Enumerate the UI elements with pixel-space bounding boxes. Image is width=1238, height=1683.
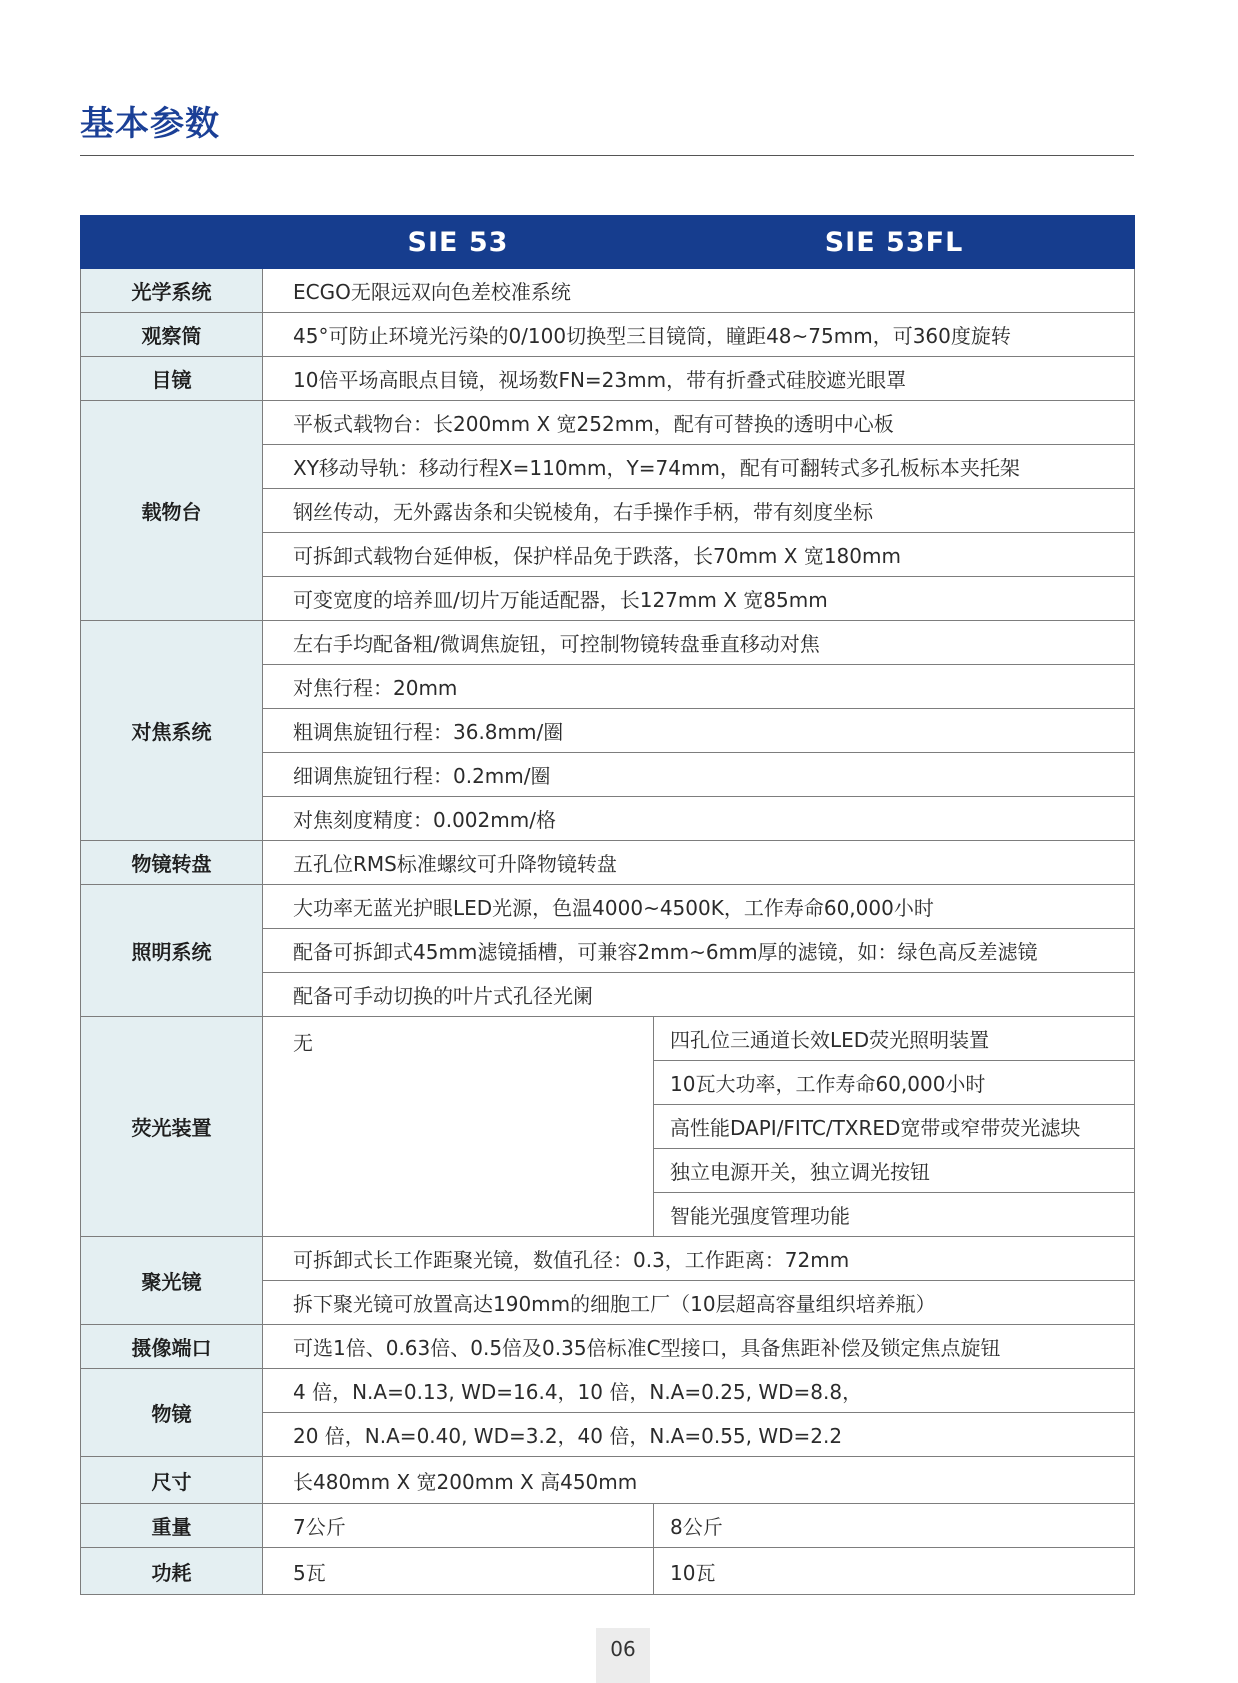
row-value: 可选1倍、0.63倍、0.5倍及0.35倍标准C型接口，具备焦距补偿及锁定焦点旋钮	[263, 1325, 1135, 1369]
page-number: 06	[596, 1628, 650, 1683]
row-value: 4 倍，N.A=0.13, WD=16.4，10 倍，N.A=0.25, WD=8.8，	[263, 1369, 1135, 1413]
table-row	[81, 885, 1135, 929]
table-header-row	[81, 216, 1135, 269]
row-label: 摄像端口	[81, 1325, 263, 1369]
row-value: 可变宽度的培养皿/切片万能适配器，长127mm X 宽85mm	[263, 577, 1135, 621]
table-row	[81, 841, 1135, 885]
table-row	[81, 357, 1135, 401]
page-title: 基本参数	[80, 104, 220, 144]
row-label: 聚光镜	[81, 1237, 263, 1325]
row-value: 五孔位RMS标准螺纹可升降物镜转盘	[263, 841, 1135, 885]
table-row	[81, 1017, 1135, 1061]
row-value: 大功率无蓝光护眼LED光源，色温4000~4500K，工作寿命60,000小时	[263, 885, 1135, 929]
row-value: 45°可防止环境光污染的0/100切换型三目镜筒，瞳距48~75mm，可360度旋转	[263, 313, 1135, 357]
row-value: 可拆卸式载物台延伸板，保护样品免于跌落，长70mm X 宽180mm	[263, 533, 1135, 577]
row-value-model-a: 5瓦	[263, 1548, 654, 1595]
header-model-b: SIE 53FL	[654, 216, 1135, 269]
row-value: 钢丝传动，无外露齿条和尖锐棱角，右手操作手柄，带有刻度坐标	[263, 489, 1135, 533]
row-value: 可拆卸式长工作距聚光镜，数值孔径：0.3，工作距离：72mm	[263, 1237, 1135, 1281]
table-row	[81, 401, 1135, 445]
row-label: 荧光装置	[81, 1017, 263, 1237]
row-value: XY移动导轨：移动行程X=110mm，Y=74mm，配有可翻转式多孔板标本夹托架	[263, 445, 1135, 489]
row-label: 功耗	[81, 1548, 263, 1595]
row-label: 载物台	[81, 401, 263, 621]
table-row	[81, 1237, 1135, 1281]
table-row	[81, 1548, 1135, 1595]
row-value: 配备可手动切换的叶片式孔径光阑	[263, 973, 1135, 1017]
row-value-model-b: 高性能DAPI/FITC/TXRED宽带或窄带荧光滤块	[654, 1105, 1135, 1149]
table-row	[81, 269, 1135, 313]
title-divider	[80, 155, 1134, 156]
row-value: 细调焦旋钮行程：0.2mm/圈	[263, 753, 1135, 797]
table-row	[81, 1369, 1135, 1413]
row-value: 20 倍，N.A=0.40, WD=3.2，40 倍，N.A=0.55, WD=2.2	[263, 1413, 1135, 1457]
row-label: 物镜转盘	[81, 841, 263, 885]
row-value: 10倍平场高眼点目镜，视场数FN=23mm，带有折叠式硅胶遮光眼罩	[263, 357, 1135, 401]
row-value-model-a: 无	[263, 1017, 654, 1237]
header-blank-cell	[81, 216, 263, 269]
row-value-model-b: 10瓦	[654, 1548, 1135, 1595]
row-value: 拆下聚光镜可放置高达190mm的细胞工厂（10层超高容量组织培养瓶）	[263, 1281, 1135, 1325]
table-row	[81, 1504, 1135, 1548]
row-value: 对焦刻度精度：0.002mm/格	[263, 797, 1135, 841]
row-label: 照明系统	[81, 885, 263, 1017]
table-row	[81, 1457, 1135, 1504]
row-value: 长480mm X 宽200mm X 高450mm	[263, 1457, 1135, 1504]
row-label: 尺寸	[81, 1457, 263, 1504]
row-value: 左右手均配备粗/微调焦旋钮，可控制物镜转盘垂直移动对焦	[263, 621, 1135, 665]
row-value: 粗调焦旋钮行程：36.8mm/圈	[263, 709, 1135, 753]
spec-table	[80, 215, 1135, 1595]
header-model-a: SIE 53	[263, 216, 654, 269]
row-label: 目镜	[81, 357, 263, 401]
row-label: 物镜	[81, 1369, 263, 1457]
table-row	[81, 1325, 1135, 1369]
row-value-model-b: 四孔位三通道长效LED荧光照明装置	[654, 1017, 1135, 1061]
table-row	[81, 621, 1135, 665]
row-value-model-b: 智能光强度管理功能	[654, 1193, 1135, 1237]
row-value: 配备可拆卸式45mm滤镜插槽，可兼容2mm~6mm厚的滤镜，如：绿色高反差滤镜	[263, 929, 1135, 973]
row-value: 平板式载物台：长200mm X 宽252mm，配有可替换的透明中心板	[263, 401, 1135, 445]
row-value-model-b: 独立电源开关，独立调光按钮	[654, 1149, 1135, 1193]
table-row	[81, 313, 1135, 357]
row-value-model-a: 7公斤	[263, 1504, 654, 1548]
row-value: ECGO无限远双向色差校准系统	[263, 269, 1135, 313]
row-label: 光学系统	[81, 269, 263, 313]
row-value: 对焦行程：20mm	[263, 665, 1135, 709]
row-value-model-b: 10瓦大功率，工作寿命60,000小时	[654, 1061, 1135, 1105]
row-label: 重量	[81, 1504, 263, 1548]
row-value-model-b: 8公斤	[654, 1504, 1135, 1548]
row-label: 观察筒	[81, 313, 263, 357]
row-label: 对焦系统	[81, 621, 263, 841]
